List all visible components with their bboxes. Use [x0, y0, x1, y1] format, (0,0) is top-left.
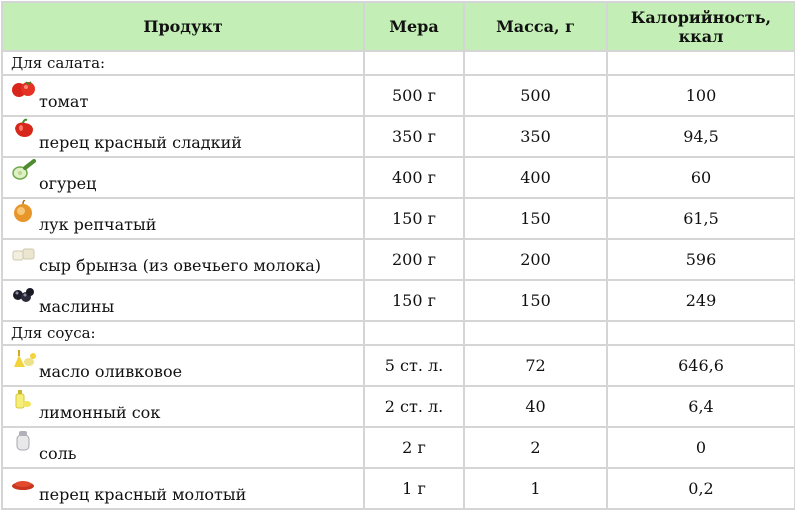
product-cell [2, 280, 364, 321]
table-row [2, 198, 795, 239]
calories-cell: 94,5 [607, 116, 795, 157]
product-cell [2, 345, 364, 386]
mass-cell: 200 [464, 239, 607, 280]
calories-cell: 100 [607, 75, 795, 116]
measure-cell: 1 г [364, 468, 464, 509]
empty-cell [464, 321, 607, 345]
product-name: соль [39, 444, 77, 463]
product-name: сыр брынза (из овечьего молока) [39, 256, 321, 275]
mass-cell: 72 [464, 345, 607, 386]
header-mass: Масса, г [464, 2, 607, 51]
table-row [2, 157, 795, 198]
calories-cell: 60 [607, 157, 795, 198]
tomato-icon [11, 87, 35, 109]
header-calories-label: Калорийность, ккал [630, 7, 772, 46]
table-row [2, 345, 795, 386]
red-pepper-icon [11, 128, 35, 150]
product-cell [2, 157, 364, 198]
empty-cell [364, 321, 464, 345]
section-row [2, 51, 795, 75]
mass-cell: 150 [464, 280, 607, 321]
calories-cell: 0 [607, 427, 795, 468]
product-name: масло оливковое [39, 362, 183, 381]
calories-cell: 646,6 [607, 345, 795, 386]
table-body [2, 51, 795, 509]
measure-cell: 200 г [364, 239, 464, 280]
header-product: Продукт [2, 2, 364, 51]
nutrition-table [1, 1, 795, 510]
header-measure: Мера [364, 2, 464, 51]
product-name: огурец [39, 174, 97, 193]
empty-cell [364, 51, 464, 75]
empty-cell [464, 51, 607, 75]
product-name: лимонный сок [39, 403, 161, 422]
section-row [2, 321, 795, 345]
product-cell [2, 239, 364, 280]
calories-cell: 6,4 [607, 386, 795, 427]
section-title: Для салата: [2, 51, 364, 75]
calories-cell: 61,5 [607, 198, 795, 239]
product-cell [2, 198, 364, 239]
product-name: перец красный молотый [39, 485, 247, 504]
measure-cell: 2 ст. л. [364, 386, 464, 427]
mass-cell: 2 [464, 427, 607, 468]
onion-icon [11, 210, 35, 232]
measure-cell: 5 ст. л. [364, 345, 464, 386]
olive-oil-icon [11, 357, 35, 379]
olives-icon [11, 292, 35, 314]
mass-cell: 500 [464, 75, 607, 116]
mass-cell: 350 [464, 116, 607, 157]
ground-pepper-icon [11, 480, 35, 502]
product-cell [2, 386, 364, 427]
calories-cell: 249 [607, 280, 795, 321]
cheese-icon [11, 251, 35, 273]
table-row [2, 386, 795, 427]
measure-cell: 400 г [364, 157, 464, 198]
product-cell [2, 427, 364, 468]
table-row [2, 280, 795, 321]
measure-cell: 150 г [364, 198, 464, 239]
table-row [2, 427, 795, 468]
mass-cell: 400 [464, 157, 607, 198]
product-cell [2, 75, 364, 116]
header-row [2, 2, 795, 51]
product-name: маслины [39, 297, 115, 316]
product-name: томат [39, 92, 89, 111]
section-title: Для соуса: [2, 321, 364, 345]
mass-cell: 40 [464, 386, 607, 427]
measure-cell: 150 г [364, 280, 464, 321]
header-calories [607, 2, 795, 51]
salt-icon [11, 439, 35, 461]
measure-cell: 500 г [364, 75, 464, 116]
product-name: лук репчатый [39, 215, 157, 234]
empty-cell [607, 321, 795, 345]
mass-cell: 1 [464, 468, 607, 509]
product-name: перец красный сладкий [39, 133, 242, 152]
measure-cell: 350 г [364, 116, 464, 157]
product-cell [2, 468, 364, 509]
table-row [2, 75, 795, 116]
mass-cell: 150 [464, 198, 607, 239]
table-row [2, 116, 795, 157]
table-row [2, 468, 795, 509]
table-row [2, 239, 795, 280]
empty-cell [607, 51, 795, 75]
calories-cell: 0,2 [607, 468, 795, 509]
product-cell [2, 116, 364, 157]
cucumber-icon [11, 169, 35, 191]
lemon-juice-icon [11, 398, 35, 420]
measure-cell: 2 г [364, 427, 464, 468]
calories-cell: 596 [607, 239, 795, 280]
